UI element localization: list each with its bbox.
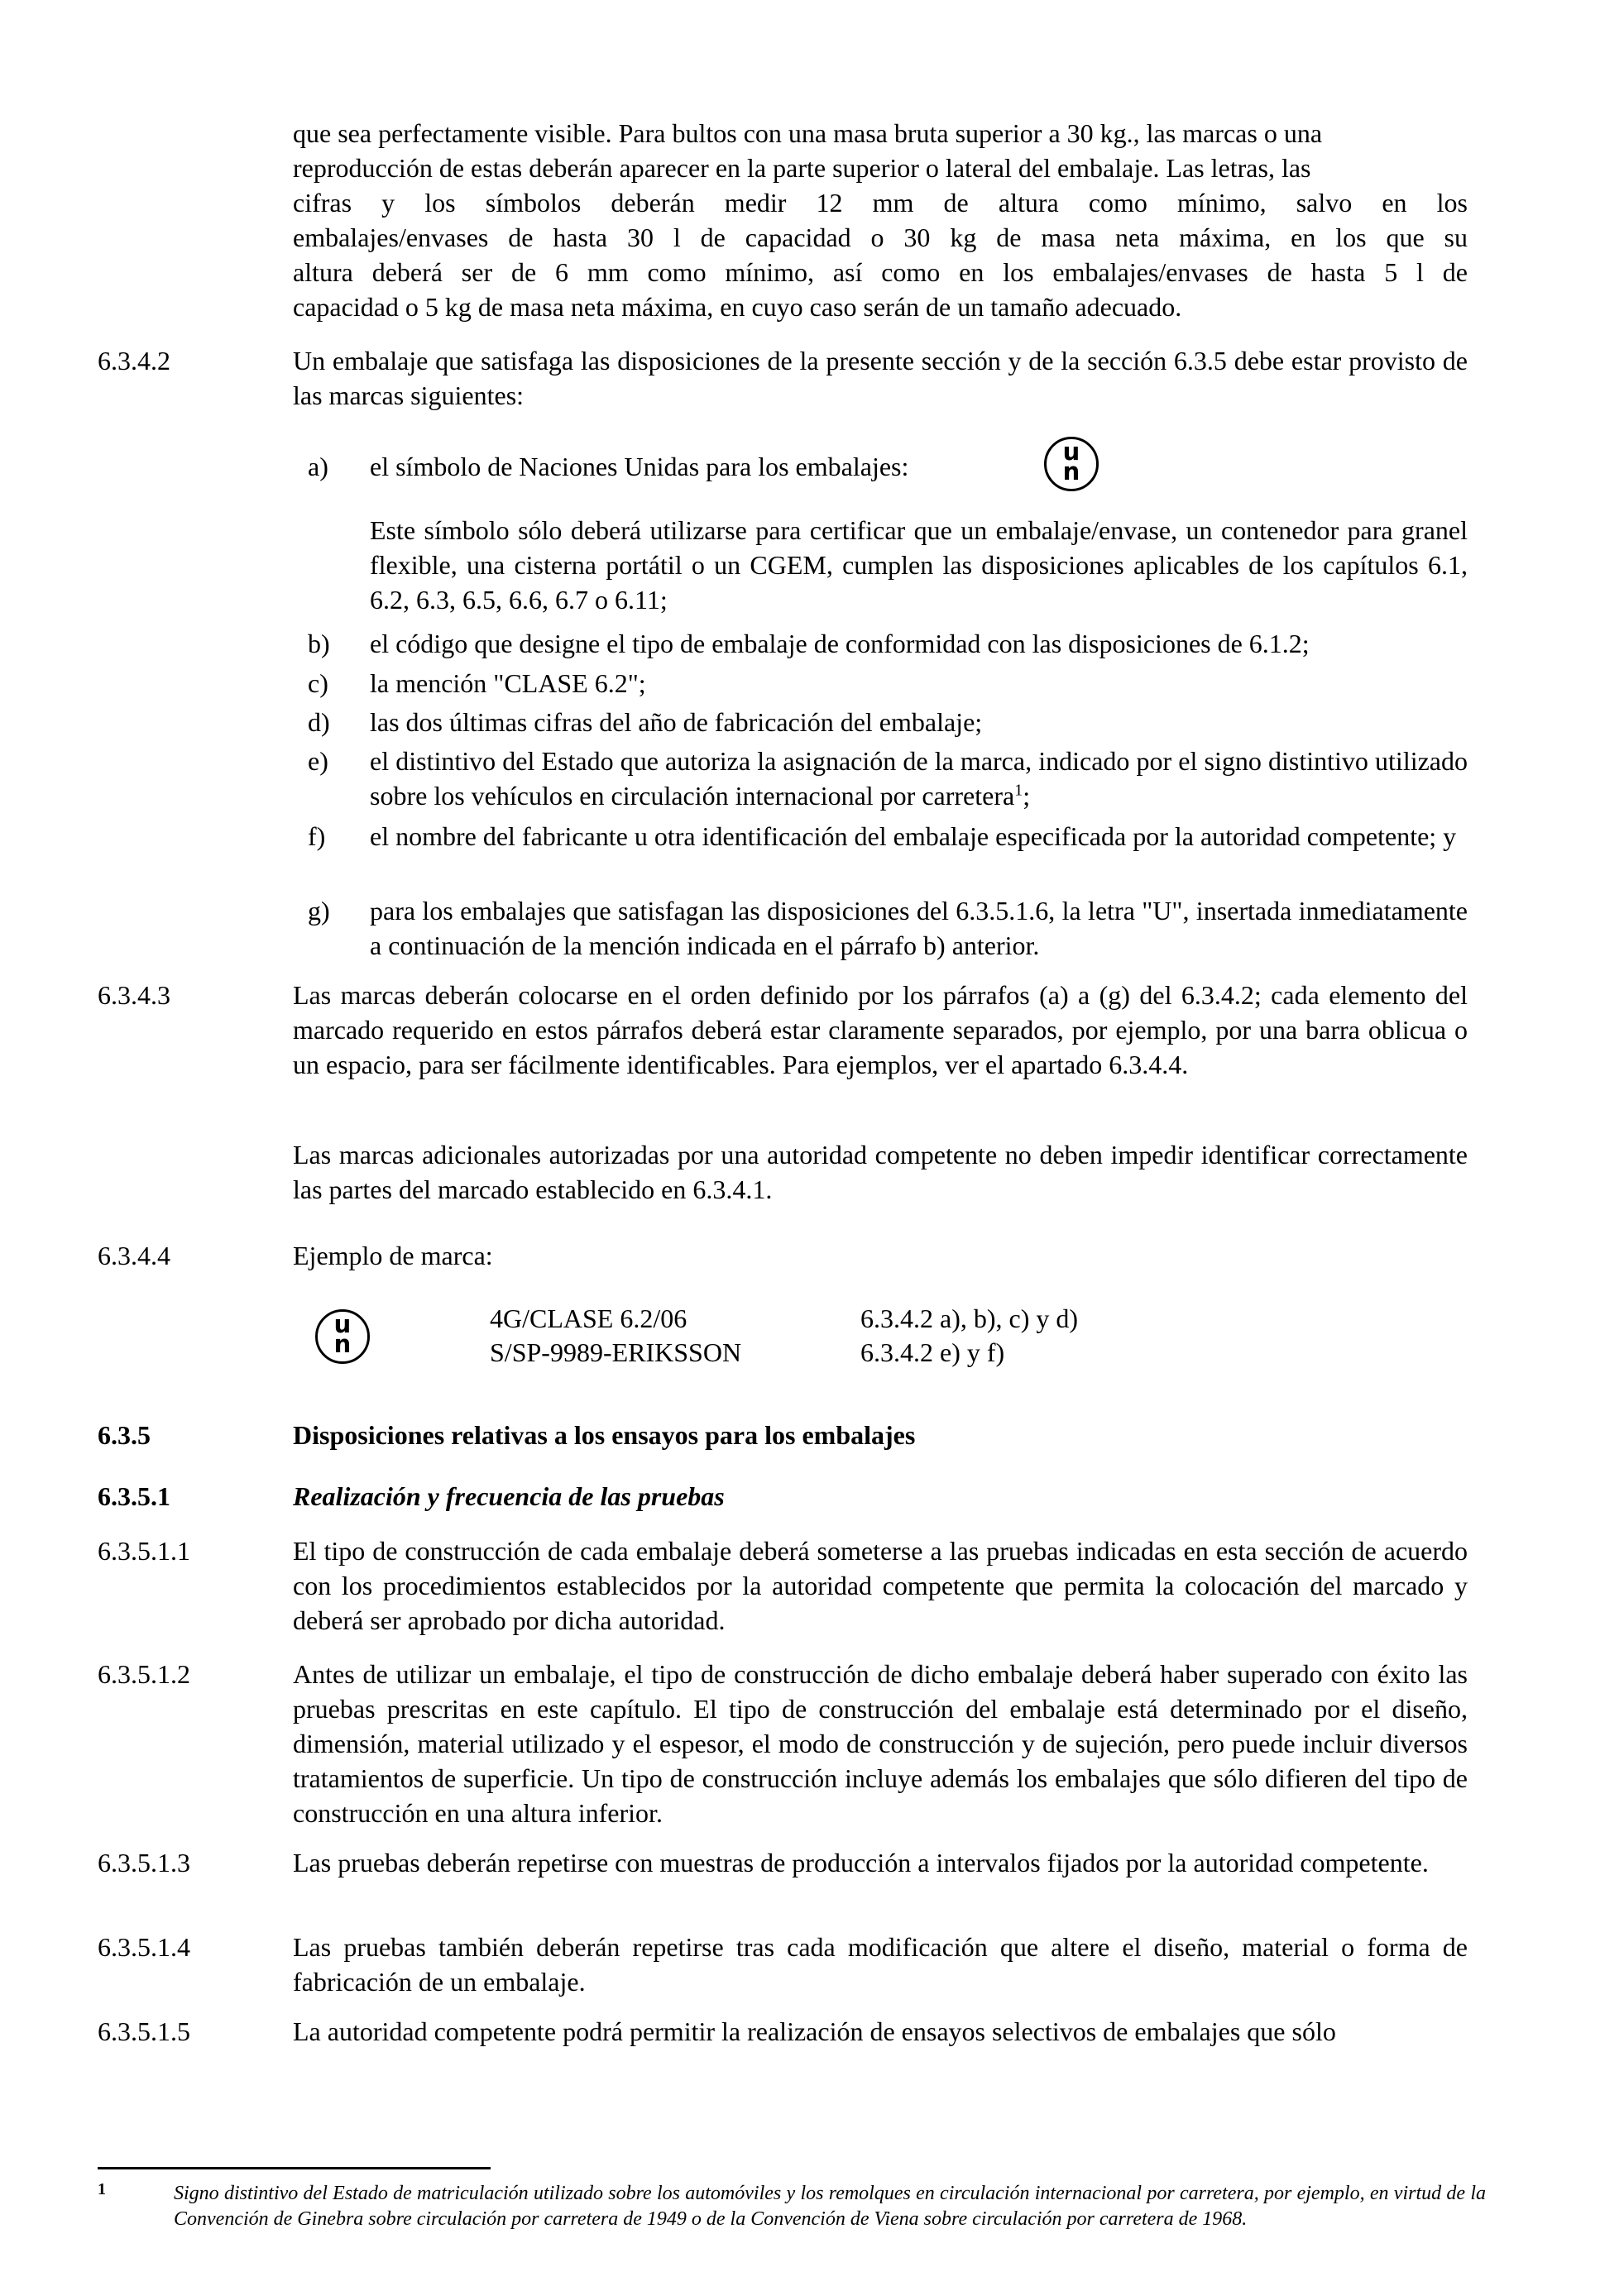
list-item-text: el símbolo de Naciones Unidas para los embalajes:: [370, 452, 909, 481]
subsection-heading: Realización y frecuencia de las pruebas: [293, 1481, 725, 1511]
list-item-text: para los embalajes que satisfagan las disposiciones del 6.3.5.1.6, la letra "U", insertada inmediatamente a continuación de la mención indicada en el párrafo b) anterior.: [370, 896, 1468, 960]
list-item-label: g): [308, 896, 330, 926]
numbered-paragraph: Las pruebas deberán repetirse con muestras de producción a intervalos fijados por la autoridad competente.: [293, 1848, 1429, 1877]
un-symbol-bottom: n: [333, 1330, 352, 1358]
footnote-reference: 1: [1014, 781, 1023, 800]
list-item-label: c): [308, 668, 328, 698]
list-item-text-tail: ;: [1023, 781, 1031, 811]
footnote-text: Signo distintivo del Estado de matriculación utilizado sobre los automóviles y los remolques en circulación internacional por carretera, por ejemplo, en virtud de la Convención de Ginebra sobre circulación por carretera de 1949 o de la Convención de Viena sobre circulación por carretera de 1968.: [174, 2183, 1486, 2230]
continuation-paragraph: [293, 116, 1468, 324]
continuation-line: embalajes/envases de hasta 30 l de capacidad o 30 kg de masa neta máxima, en los que su: [293, 222, 1468, 252]
section-number: 6.3.4.2: [98, 346, 170, 375]
paragraph-number: 6.3.5.1.3: [98, 1848, 190, 1877]
symbol-usage-note: Este símbolo sólo deberá utilizarse para certificar que un embalaje/envase, un contenedor para granel flexible, una cisterna portátil o un CGEM, cumplen las disposiciones aplicables de los capítulos 6.1, 6.2, 6.3, 6.5, 6.6, 6.7 o 6.11;: [370, 515, 1468, 615]
section-number: 6.3.5: [98, 1420, 151, 1450]
section-paragraph: Un embalaje que satisfaga las disposiciones de la presente sección y de la sección 6.3.5 debe estar provisto de las marcas siguientes:: [293, 346, 1468, 410]
list-item-label: f): [308, 821, 326, 851]
list-item-text: la mención "CLASE 6.2";: [370, 668, 646, 698]
numbered-paragraph: El tipo de construcción de cada embalaje deberá someterse a las pruebas indicadas en esta sección de acuerdo con los procedimientos establecidos por la autoridad competente que permita la colocación del marcado y deberá ser aprobado por dicha autoridad.: [293, 1536, 1468, 1635]
list-item-text: el código que designe el tipo de embalaje de conformidad con las disposiciones de 6.1.2;: [370, 629, 1310, 658]
paragraph-number: 6.3.5.1.4: [98, 1932, 190, 1962]
list-item-text-main: el distintivo del Estado que autoriza la asignación de la marca, indicado por el signo distintivo utilizado sobre los vehículos en circulación internacional por carretera: [370, 746, 1468, 811]
un-symbol-top: u: [333, 1310, 352, 1338]
section-number: 6.3.4.3: [98, 980, 170, 1010]
section-number: 6.3.5.1: [98, 1481, 170, 1511]
list-item-label: b): [308, 629, 330, 658]
list-item-label: d): [308, 707, 330, 737]
continuation-line: que sea perfectamente visible. Para bultos con una masa bruta superior a 30 kg., las marcas o una: [293, 118, 1323, 148]
continuation-line: cifras y los símbolos deberán medir 12 mm de altura como mínimo, salvo en los: [293, 188, 1468, 218]
numbered-paragraph: Las pruebas también deberán repetirse tras cada modificación que altere el diseño, material o forma de fabricación de un embalaje.: [293, 1932, 1468, 1997]
example-mark: 4G/CLASE 6.2/06: [490, 1303, 687, 1333]
list-item-label: a): [308, 452, 328, 481]
numbered-paragraph: Antes de utilizar un embalaje, el tipo de construcción de dicho embalaje deberá haber superado con éxito las pruebas prescritas en este capítulo. El tipo de construcción del embalaje está determinado por el diseño, dimensión, material utilizado y el espesor, el modo de construcción y de sujeción, pero puede incluir diversos tratamientos de superficie. Un tipo de construcción incluye además los embalajes que sólo difieren del tipo de construcción en una altura inferior.: [293, 1659, 1468, 1828]
paragraph-number: 6.3.5.1.5: [98, 2016, 190, 2046]
section-paragraph: Las marcas deberán colocarse en el orden definido por los párrafos (a) a (g) del 6.3.4.2; cada elemento del marcado requerido en estos párrafos deberá estar claramente separados, por ejemplo, por una barra oblicua o un espacio, para ser fácilmente identificables. Para ejemplos, ver el apartado 6.3.4.4.: [293, 980, 1468, 1079]
numbered-paragraph: La autoridad competente podrá permitir la realización de ensayos selectivos de embalajes que sólo: [293, 2016, 1336, 2046]
un-packaging-symbol-icon: [1044, 437, 1099, 491]
list-item-text: [370, 744, 1468, 813]
example-reference: 6.3.4.2 e) y f): [860, 1337, 1005, 1367]
footnote-number: 1: [98, 2180, 106, 2198]
list-item-text: las dos últimas cifras del año de fabricación del embalaje;: [370, 707, 983, 737]
example-reference: 6.3.4.2 a), b), c) y d): [860, 1303, 1079, 1333]
example-mark: S/SP-9989-ERIKSSON: [490, 1337, 742, 1367]
section-paragraph: Ejemplo de marca:: [293, 1241, 493, 1270]
un-symbol-top: u: [1062, 438, 1080, 466]
un-symbol-bottom: n: [1062, 457, 1080, 486]
paragraph-number: 6.3.5.1.2: [98, 1659, 190, 1689]
list-item-text: el nombre del fabricante u otra identificación del embalaje especificada por la autoridad competente; y: [370, 821, 1457, 851]
section-number: 6.3.4.4: [98, 1241, 170, 1270]
section-paragraph: Las marcas adicionales autorizadas por una autoridad competente no deben impedir identificar correctamente las partes del marcado establecido en 6.3.4.1.: [293, 1140, 1468, 1204]
continuation-line: capacidad o 5 kg de masa neta máxima, en cuyo caso serán de un tamaño adecuado.: [293, 292, 1182, 322]
un-packaging-symbol-icon: [315, 1309, 370, 1364]
continuation-line: altura deberá ser de 6 mm como mínimo, así como en los embalajes/envases de hasta 5 l de: [293, 257, 1468, 287]
paragraph-number: 6.3.5.1.1: [98, 1536, 190, 1566]
continuation-line: reproducción de estas deberán aparecer en la parte superior o lateral del embalaje. Las letras, las: [293, 153, 1311, 183]
list-item-label: e): [308, 746, 328, 776]
footnote-separator: [98, 2167, 491, 2169]
section-heading: Disposiciones relativas a los ensayos para los embalajes: [293, 1420, 916, 1450]
